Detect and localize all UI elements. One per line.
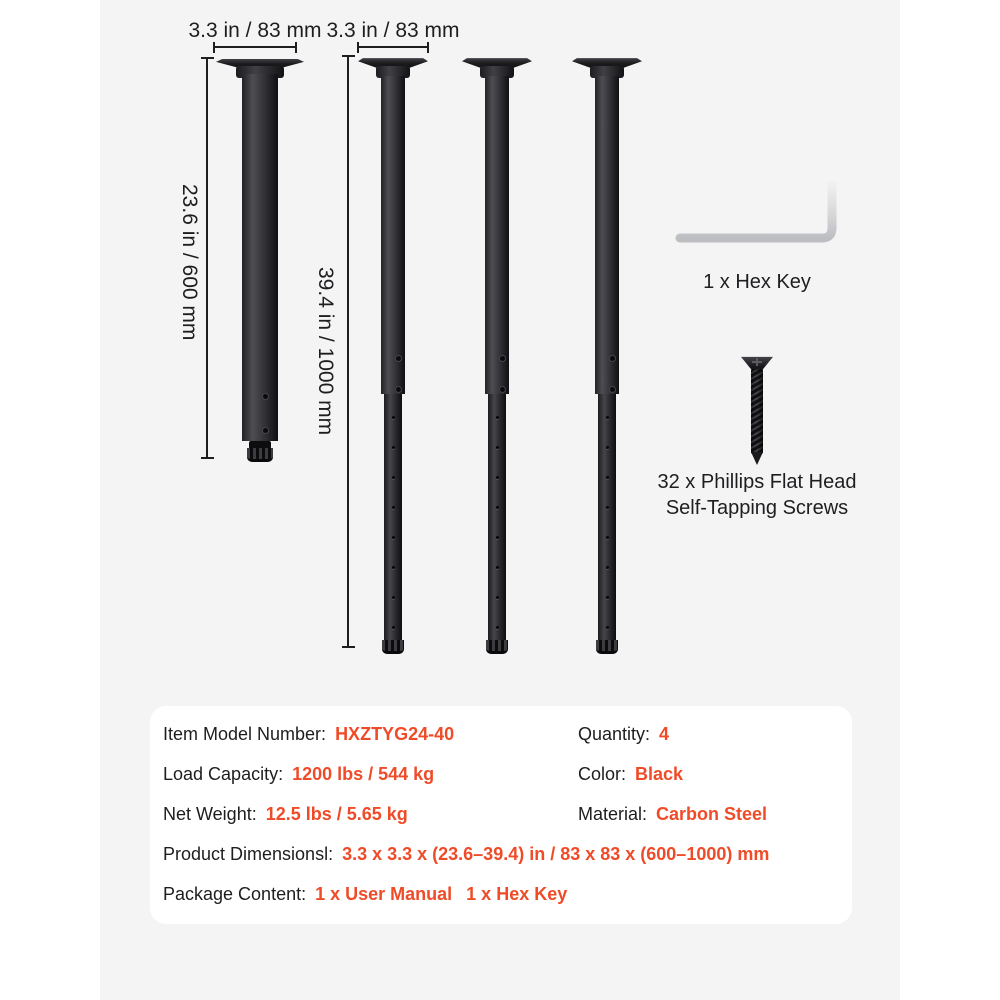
extended-table-leg-image xyxy=(567,56,647,656)
adjustment-hole xyxy=(606,626,609,629)
spec-label: Load Capacity: xyxy=(163,764,284,784)
upper-tube xyxy=(595,76,619,394)
adjustment-hole xyxy=(496,536,499,539)
adjustment-hole xyxy=(392,446,395,449)
spec-row-color xyxy=(578,763,683,785)
adjustment-hole xyxy=(606,566,609,569)
spec-value: Carbon Steel xyxy=(656,804,768,824)
spec-label: Product Dimensionsl: xyxy=(163,844,334,864)
clamp-screw xyxy=(499,355,506,362)
short-table-leg-image xyxy=(215,56,305,476)
clamp-screw xyxy=(395,386,402,393)
spec-value: Black xyxy=(635,764,684,784)
adjustment-hole xyxy=(496,416,499,419)
screw-shank xyxy=(751,369,763,454)
extended-table-leg-image xyxy=(457,56,537,656)
spec-row-load-capacity xyxy=(163,763,434,785)
phillips-cross-icon xyxy=(756,358,758,366)
spec-row-package-content xyxy=(163,883,567,905)
extended-table-leg-image xyxy=(353,56,433,656)
adjustment-hole xyxy=(496,506,499,509)
short-leg-height-label: 23.6 in / 600 mm xyxy=(178,184,201,341)
clamp-screw xyxy=(609,386,616,393)
spec-label: Item Model Number: xyxy=(163,724,327,744)
clamp-screw xyxy=(262,427,269,434)
short-leg-width-label: 3.3 in / 83 mm xyxy=(188,19,322,42)
spec-row-product-dimensions xyxy=(163,843,769,865)
long-leg-height-label: 39.4 in / 1000 mm xyxy=(314,267,337,436)
upper-tube xyxy=(485,76,509,394)
adjustment-hole xyxy=(392,536,395,539)
spec-row-item-model-number xyxy=(163,723,454,745)
lower-tube xyxy=(488,394,506,640)
adjustable-foot xyxy=(382,640,404,654)
lower-tube xyxy=(384,394,402,640)
spec-value: 4 xyxy=(659,724,670,744)
short-leg-width-dimension-line xyxy=(213,46,297,48)
screws-label xyxy=(597,469,917,521)
adjustment-hole xyxy=(392,476,395,479)
adjustment-hole xyxy=(392,626,395,629)
adjustment-hole xyxy=(496,596,499,599)
spec-value: 1 x User Manual 1 x Hex Key xyxy=(315,884,568,904)
spec-value: 12.5 lbs / 5.65 kg xyxy=(265,804,408,824)
spec-row-net-weight xyxy=(163,803,408,825)
spec-value: HXZTYG24-40 xyxy=(335,724,455,744)
spec-label: Net Weight: xyxy=(163,804,257,824)
adjustment-hole xyxy=(392,566,395,569)
adjustment-hole xyxy=(496,476,499,479)
adjustment-hole xyxy=(392,596,395,599)
spec-value: 1200 lbs / 544 kg xyxy=(292,764,435,784)
screws-label-line2: Self-Tapping Screws xyxy=(665,497,849,519)
spec-label: Quantity: xyxy=(578,724,651,744)
adjustable-foot xyxy=(247,448,273,462)
adjustment-hole xyxy=(606,416,609,419)
adjustment-hole xyxy=(392,416,395,419)
spec-label: Package Content: xyxy=(163,884,307,904)
long-leg-width-label: 3.3 in / 83 mm xyxy=(326,19,460,42)
adjustable-foot xyxy=(486,640,508,654)
hex-key-image xyxy=(672,176,842,248)
upper-tube xyxy=(381,76,405,394)
adjustment-hole xyxy=(496,566,499,569)
adjustment-hole xyxy=(606,596,609,599)
spec-row-quantity xyxy=(578,723,669,745)
adjustment-hole xyxy=(392,506,395,509)
clamp-screw xyxy=(609,355,616,362)
leg-column xyxy=(242,74,278,441)
spec-panel xyxy=(150,706,852,924)
long-leg-width-dimension-line xyxy=(357,46,429,48)
adjustment-hole xyxy=(496,446,499,449)
adjustment-hole xyxy=(606,446,609,449)
spec-value: 3.3 x 3.3 x (23.6–39.4) in / 83 x 83 x (600–1000) mm xyxy=(342,844,770,864)
clamp-screw xyxy=(395,355,402,362)
hex-key-label: 1 x Hex Key xyxy=(703,271,811,293)
long-leg-height-dimension-line xyxy=(347,55,349,648)
spec-row-material xyxy=(578,803,767,825)
spec-label: Material: xyxy=(578,804,648,824)
clamp-screw xyxy=(262,393,269,400)
adjustable-foot xyxy=(596,640,618,654)
short-leg-height-dimension-line xyxy=(206,57,208,459)
screws-label-line1: 32 x Phillips Flat Head xyxy=(657,471,857,493)
adjustment-hole xyxy=(496,626,499,629)
adjustment-hole xyxy=(606,536,609,539)
spec-label: Color: xyxy=(578,764,627,784)
clamp-screw xyxy=(499,386,506,393)
